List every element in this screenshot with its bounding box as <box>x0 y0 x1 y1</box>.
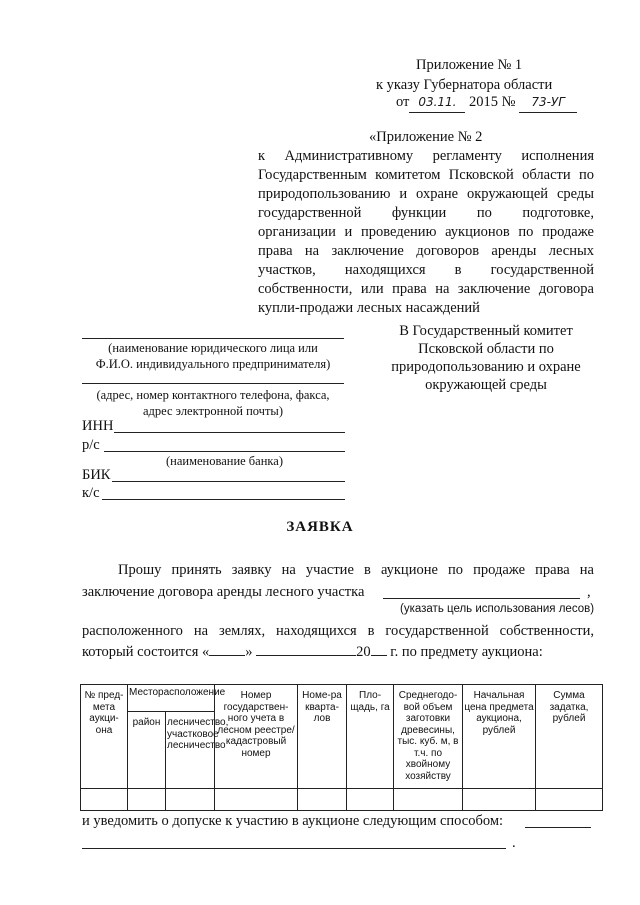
para-line-1: Прошу принять заявку на участие в аукционе по продаже права на <box>118 562 594 578</box>
th-area: Пло-щадь, га <box>347 685 394 789</box>
handwritten-number: 73-УГ <box>519 93 577 113</box>
notify-text: и уведомить о допуске к участию в аукционе следующим способом: <box>82 813 504 829</box>
cell-area[interactable] <box>347 789 394 811</box>
th-forestry: лесничество, участковое лесничество <box>166 712 215 789</box>
th-quarters: Номе-ра кварта-лов <box>298 685 347 789</box>
cell-forestry[interactable] <box>166 789 215 811</box>
bik-label: БИК <box>82 467 111 483</box>
handwritten-date: 03.11. <box>409 93 465 113</box>
notify-method-field-2[interactable] <box>82 848 506 849</box>
th-district: район <box>128 712 166 789</box>
addressee-line-1: В Государственный комитет <box>399 323 573 339</box>
addressee-line-3: природопользованию и охране <box>391 359 581 375</box>
auction-day-field[interactable] <box>209 643 245 656</box>
auction-day-close: » <box>245 644 253 660</box>
th-location: Месторасположение <box>128 685 215 712</box>
cell-volume[interactable] <box>394 789 463 811</box>
ks-label: к/с <box>82 485 100 501</box>
appendix-1-title: Приложение № 1 <box>416 57 523 73</box>
bank-caption: (наименование банка) <box>165 454 284 468</box>
para-line-4 <box>82 643 543 662</box>
th-state-number: Номер государствен-ного учета в лесном реестре/ кадастровый номер <box>215 685 298 789</box>
cell-lot[interactable] <box>81 789 128 811</box>
applicant-address-line[interactable] <box>82 383 344 384</box>
decree-date-line <box>396 93 577 113</box>
ks-field[interactable] <box>102 499 345 500</box>
name-caption-1: (наименование юридического лица или <box>108 341 318 355</box>
purpose-caption: (указать цель использования лесов) <box>400 603 595 615</box>
para-line-2-comma: , <box>587 584 591 600</box>
table-header-row <box>81 685 603 712</box>
auction-year-century: 20 <box>356 644 371 660</box>
para-line-2: заключение договора аренды лесного участка <box>82 584 365 600</box>
appendix-2-title: «Приложение № 2 <box>369 129 483 145</box>
cell-quarters[interactable] <box>298 789 347 811</box>
auction-table <box>80 684 603 811</box>
addressee-line-2: Псковской области по <box>418 341 554 357</box>
cell-price[interactable] <box>463 789 536 811</box>
decree-line: к указу Губернатора области <box>376 77 553 93</box>
date-prefix: от <box>396 94 410 110</box>
cell-district[interactable] <box>128 789 166 811</box>
th-deposit: Сумма задатка, рублей <box>536 685 603 789</box>
notify-method-field[interactable] <box>525 827 591 828</box>
table-row <box>81 789 603 811</box>
name-caption-2: Ф.И.О. индивидуального предпринимателя) <box>95 357 331 371</box>
rs-label: р/с <box>82 437 100 453</box>
auction-year-field[interactable] <box>371 643 387 656</box>
address-caption-1: (адрес, номер контактного телефона, факса, <box>96 388 330 402</box>
document-title: ЗАЯВКА <box>286 519 354 535</box>
cell-deposit[interactable] <box>536 789 603 811</box>
auction-month-field[interactable] <box>256 643 356 656</box>
purpose-field[interactable] <box>383 598 580 599</box>
year-number: 2015 № <box>469 94 516 110</box>
notify-end-dot: . <box>512 835 516 851</box>
addressee-line-4: окружающей среды <box>425 377 547 393</box>
th-volume: Среднегодо-вой объем заготовки древесины, тыс. куб. м, в т.ч. по хвойному хозяйству <box>394 685 463 789</box>
th-price: Начальная цена предмета аукциона, рублей <box>463 685 536 789</box>
applicant-name-line[interactable] <box>82 338 344 339</box>
inn-label: ИНН <box>82 418 114 434</box>
rs-field[interactable] <box>104 451 345 452</box>
th-lot: № пред-мета аукци-она <box>81 685 128 789</box>
auction-date-prefix: который состоится « <box>82 644 210 660</box>
regulation-text: к Административному регламенту исполнения Государственным комитетом Псковской области по природопользованию и охране окружающей среды государственной функции по подготовке, организации и проведению аукционов по продаже права на заключение договоров аренды лесных участков, находящихся в государственной собственности, или права на заключение договора купли-продажи лесных насаждений <box>258 148 594 316</box>
auction-subject-text: г. по предмету аукциона: <box>390 644 543 660</box>
inn-field[interactable] <box>114 432 345 433</box>
bik-field[interactable] <box>112 481 345 482</box>
para-line-3: расположенного на землях, находящихся в государственной собственности, <box>82 623 594 639</box>
cell-state-number[interactable] <box>215 789 298 811</box>
address-caption-2: адрес электронной почты) <box>142 404 283 418</box>
